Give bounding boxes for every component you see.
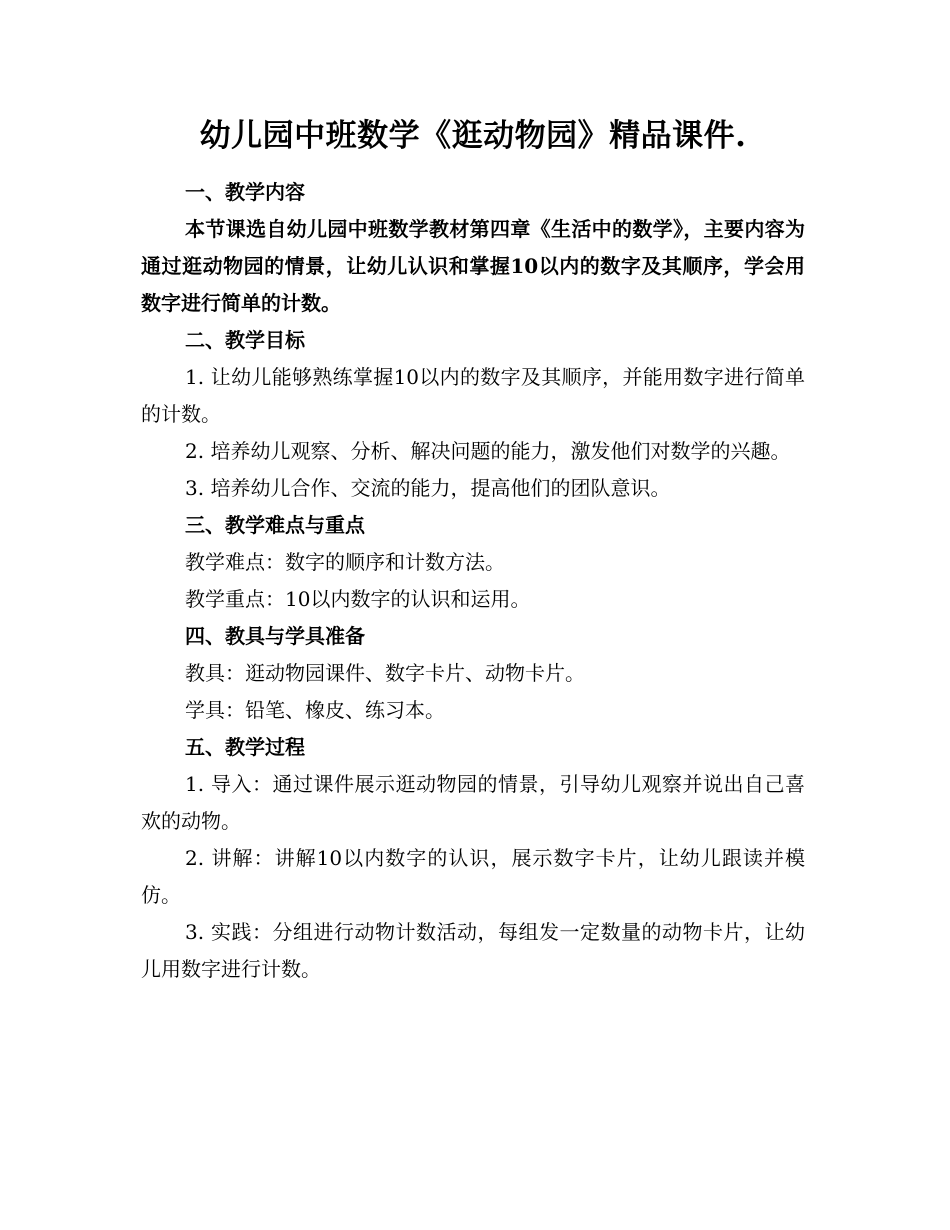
section-teaching-content — [141, 174, 805, 322]
document-title: 幼儿园中班数学《逛动物园》精品课件. — [199, 118, 747, 154]
section-difficulties-and-key-points — [141, 507, 805, 618]
section-heading: 四、教具与学具准备 — [185, 624, 365, 648]
list-item: 3. 培养幼儿合作、交流的能力，提高他们的团队意识。 — [185, 476, 671, 500]
section-teaching-process — [141, 729, 805, 988]
list-item: 1. 导入：通过课件展示逛动物园的情景，引导幼儿观察并说出自己喜欢的动物。 — [141, 772, 805, 833]
section-heading: 二、教学目标 — [185, 328, 305, 352]
list-item: 3. 实践：分组进行动物计数活动，每组发一定数量的动物卡片，让幼儿用数字进行计数。 — [141, 920, 805, 981]
section-paragraph: 本节课选自幼儿园中班数学教材第四章《生活中的数学》，主要内容为通过逛动物园的情景，让幼儿认识和掌握10以内的数字及其顺序，学会用数字进行简单的计数。 — [141, 217, 805, 315]
document-page — [141, 112, 805, 988]
section-heading: 一、教学内容 — [185, 180, 305, 204]
section-paragraph: 教具：逛动物园课件、数字卡片、动物卡片。 — [185, 661, 585, 685]
list-item: 1. 让幼儿能够熟练掌握10以内的数字及其顺序，并能用数字进行简单的计数。 — [141, 365, 805, 426]
section-paragraph: 教学重点：10以内数字的认识和运用。 — [185, 587, 531, 611]
section-teaching-goals — [141, 322, 805, 507]
list-item: 2. 讲解：讲解10以内数字的认识，展示数字卡片，让幼儿跟读并模仿。 — [141, 846, 805, 907]
section-heading: 三、教学难点与重点 — [185, 513, 365, 537]
list-item: 2. 培养幼儿观察、分析、解决问题的能力，激发他们对数学的兴趣。 — [185, 439, 791, 463]
section-paragraph: 学具：铅笔、橡皮、练习本。 — [185, 698, 445, 722]
section-paragraph: 教学难点：数字的顺序和计数方法。 — [185, 550, 505, 574]
section-teaching-aids — [141, 618, 805, 729]
section-heading: 五、教学过程 — [185, 735, 305, 759]
